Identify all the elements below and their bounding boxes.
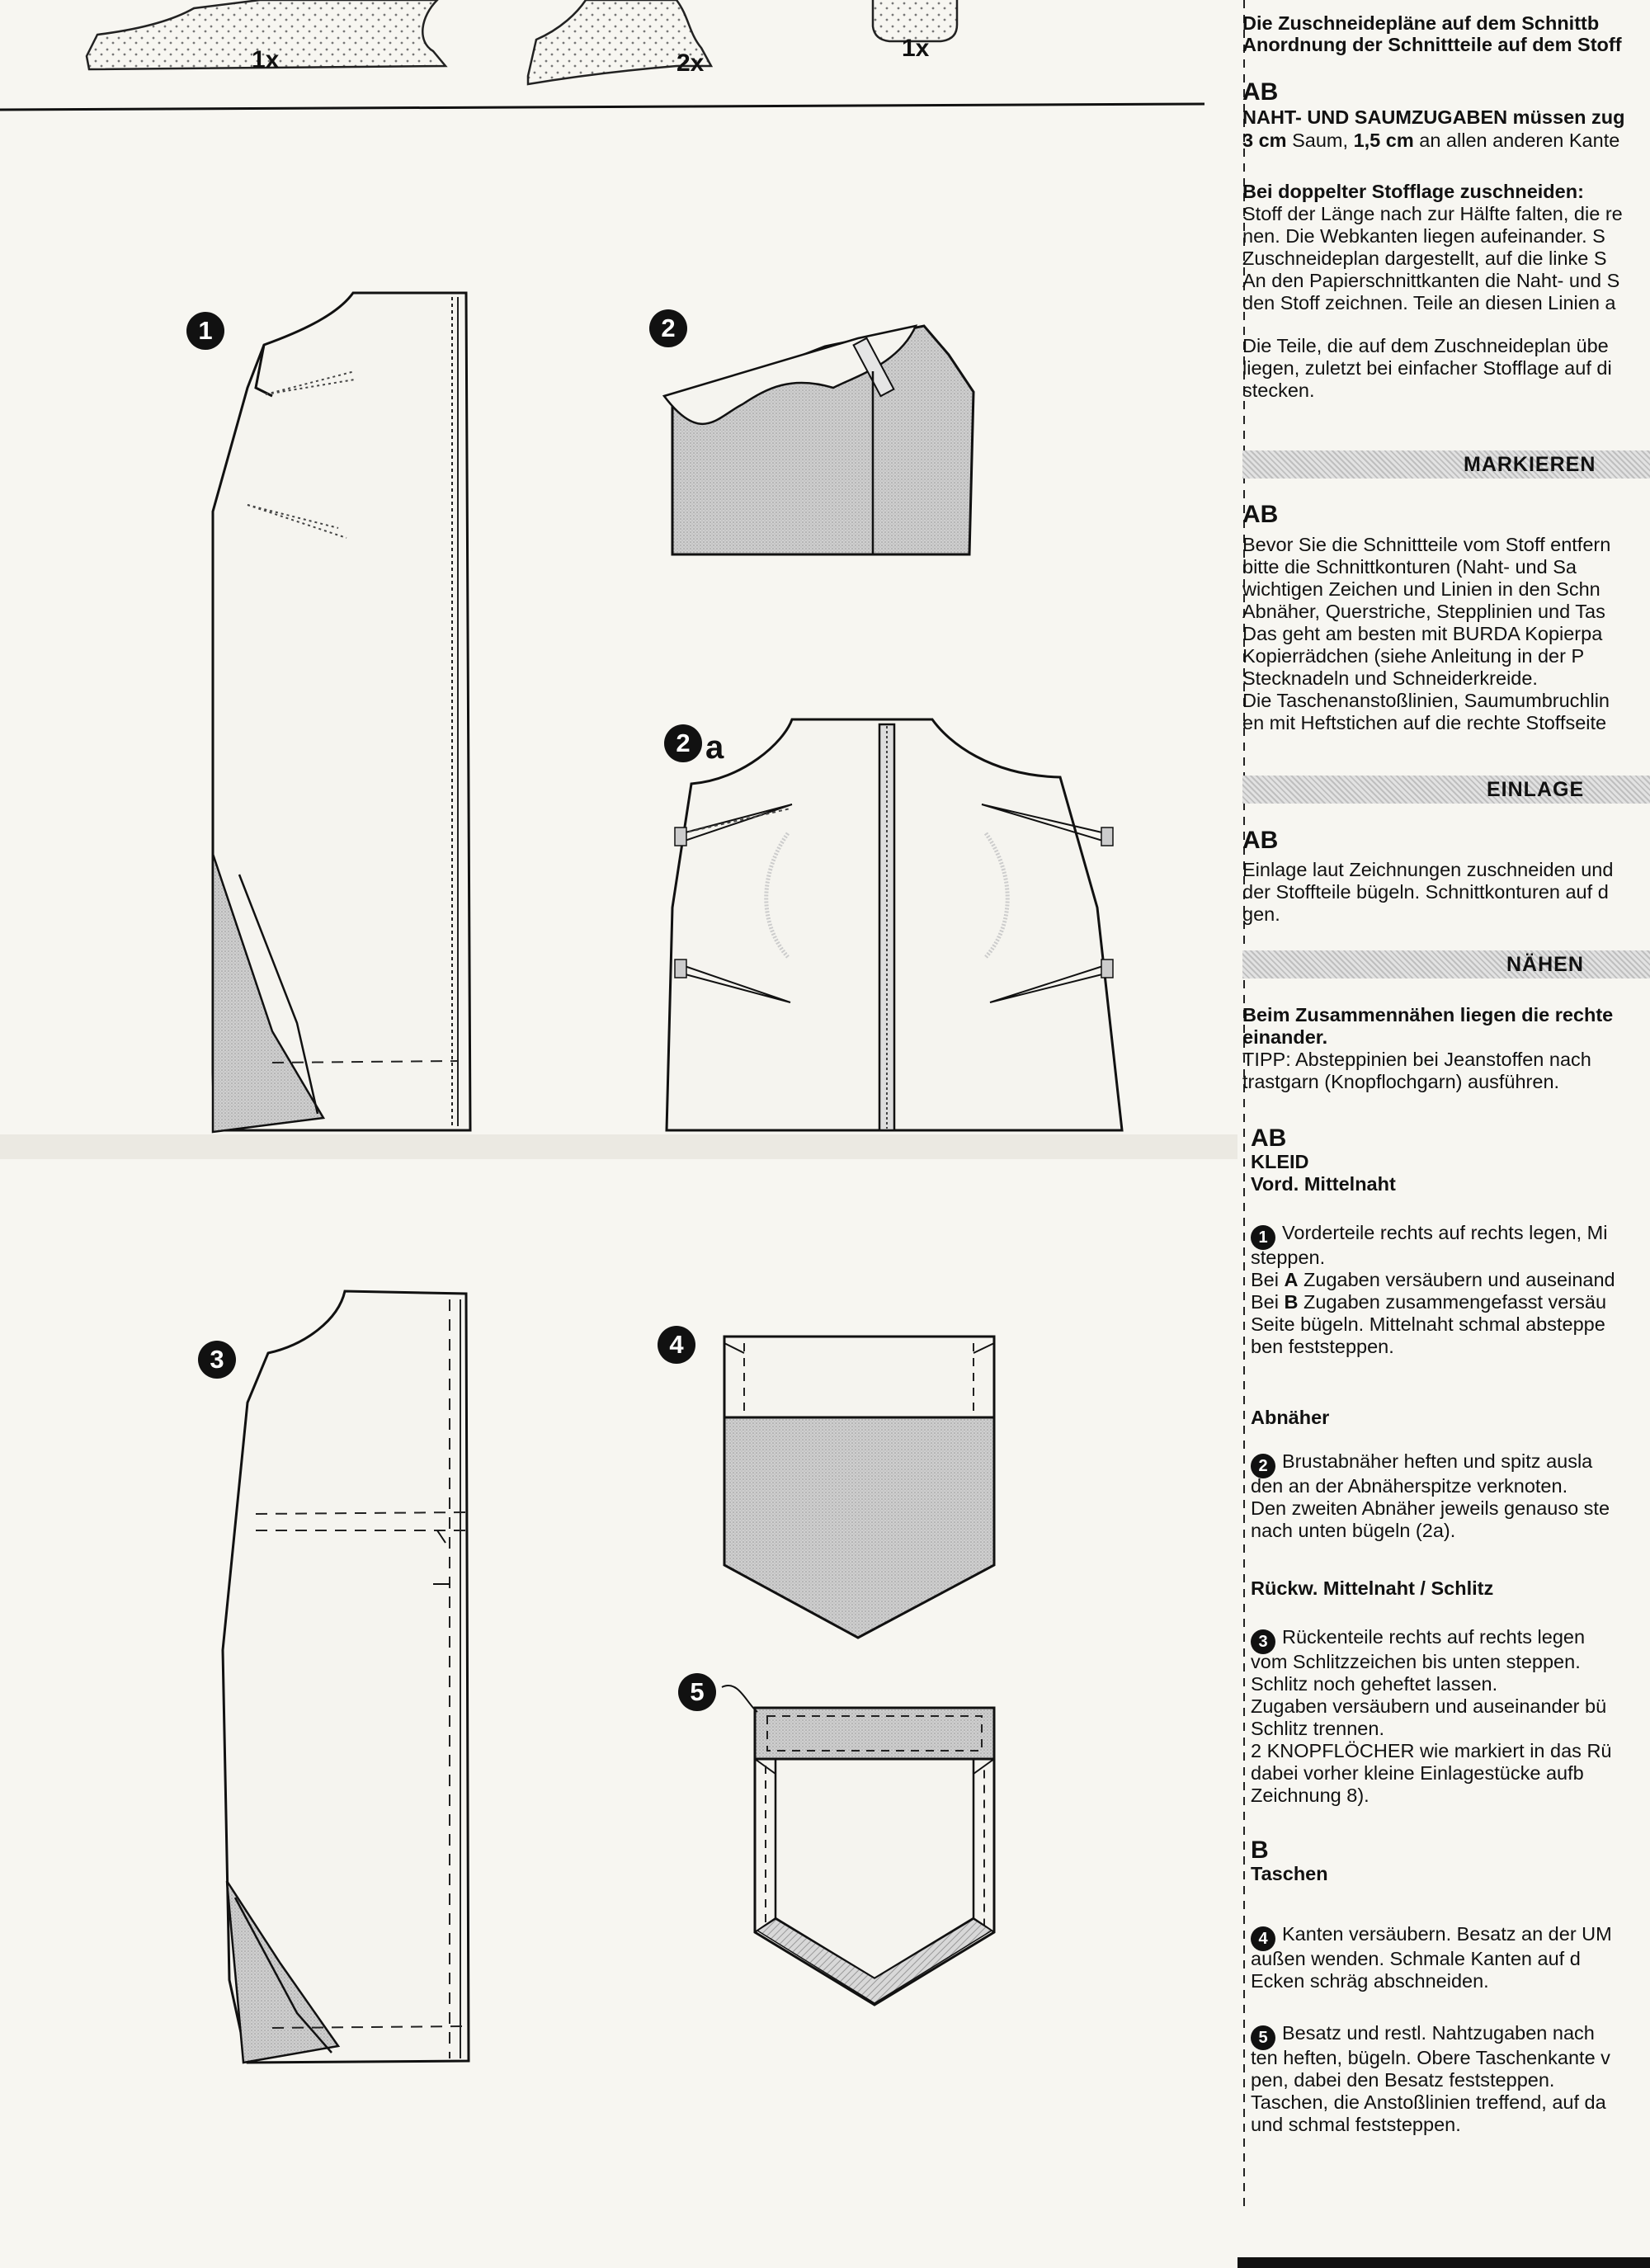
- doppelt-line-3: Zuschneideplan dargestellt, auf die linke S: [1242, 248, 1607, 269]
- kleid-heading: KLEID: [1251, 1151, 1309, 1172]
- figure-2a-back-darts: [667, 719, 1122, 1130]
- beim-line-1: Beim Zusammennähen liegen die rechte: [1242, 1004, 1614, 1026]
- mark-line-1: Bevor Sie die Schnittteile vom Stoff entfern: [1242, 534, 1611, 555]
- taschen-heading: Taschen: [1251, 1863, 1328, 1884]
- mark-line-6: Kopierrädchen (siehe Anleitung in der P: [1242, 645, 1585, 667]
- step5-line-1: 5 Besatz und restl. Nahtzugaben nach: [1251, 2021, 1650, 2050]
- figure-5-pocket: [722, 1686, 994, 2005]
- piece-count-2: 2x: [676, 50, 705, 77]
- step3-line-6: 2 KNOPFLÖCHER wie markiert in das Rü: [1251, 1740, 1612, 1761]
- step3-line-8: Zeichnung 8).: [1251, 1785, 1370, 1806]
- step2-line-3: Den zweiten Abnäher jeweils genauso ste: [1251, 1497, 1610, 1519]
- step4-badge: 4: [1251, 1926, 1275, 1951]
- teile-line-2: liegen, zuletzt bei einfacher Stofflage auf di: [1242, 357, 1612, 379]
- step3-line-4: Zugaben versäubern und auseinander bü: [1251, 1695, 1607, 1717]
- figure-number-2a: 2: [664, 724, 702, 762]
- mark-line-9: en mit Heftstichen auf die rechte Stoffseite: [1242, 712, 1607, 733]
- tipp-line-1: TIPP: Absteppinien bei Jeanstoffen nach: [1242, 1049, 1591, 1070]
- doppelt-line-5: den Stoff zeichnen. Teile an diesen Linien a: [1242, 292, 1616, 314]
- section-ab-4: AB: [1251, 1125, 1287, 1152]
- step1-line-5: Seite bügeln. Mittelnaht schmal absteppe: [1251, 1313, 1605, 1335]
- vord-heading: Vord. Mittelnaht: [1251, 1173, 1396, 1195]
- intro-line-1: Die Zuschneidepläne auf dem Schnittb: [1242, 12, 1600, 34]
- doppelt-title: Bei doppelter Stofflage zuschneiden:: [1242, 181, 1584, 202]
- step4-line-1: 4 Kanten versäubern. Besatz an der UM: [1251, 1922, 1650, 1951]
- doppelt-line-2: nen. Die Webkanten liegen aufeinander. S: [1242, 225, 1605, 247]
- step1-badge: 1: [1251, 1225, 1275, 1250]
- naht-line-2: 3 cm Saum, 1,5 cm an allen anderen Kante: [1242, 130, 1620, 151]
- instructions-column: [1242, 0, 1650, 2268]
- figure-number-3: 3: [198, 1341, 236, 1379]
- einlage-line-3: gen.: [1242, 903, 1280, 925]
- mark-line-8: Die Taschenanstoßlinien, Saumumbruchlin: [1242, 690, 1610, 711]
- step5-line-3: pen, dabei den Besatz feststeppen.: [1251, 2069, 1555, 2091]
- step2-line-4: nach unten bügeln (2a).: [1251, 1520, 1456, 1541]
- mark-line-5: Das geht am besten mit BURDA Kopierpa: [1242, 623, 1603, 644]
- tipp-line-2: trastgarn (Knopflochgarn) ausführen.: [1242, 1071, 1560, 1092]
- step3-line-7: dabei vorher kleine Einlagestücke aufb: [1251, 1762, 1584, 1784]
- step1-line-4: Bei B Zugaben zusammengefasst versäu: [1251, 1291, 1607, 1313]
- beim-line-2: einander.: [1242, 1026, 1328, 1048]
- piece-count-3: 1x: [902, 35, 930, 62]
- figure-2-bust-dart: [664, 326, 974, 554]
- step3-line-2: vom Schlitzzeichen bis unten steppen.: [1251, 1651, 1581, 1672]
- figure-3-back-piece: [223, 1291, 469, 2063]
- step2-badge: 2: [1251, 1454, 1275, 1478]
- piece-count-1: 1x: [252, 46, 280, 73]
- mark-line-7: Stecknadeln und Schneiderkreide.: [1242, 667, 1538, 689]
- mark-line-4: Abnäher, Querstriche, Stepplinien und Tas: [1242, 601, 1605, 622]
- bar-naehen: NÄHEN: [1242, 950, 1650, 978]
- teile-line-1: Die Teile, die auf dem Zuschneideplan übe: [1242, 335, 1609, 356]
- einlage-line-1: Einlage laut Zeichnungen zuschneiden und: [1242, 859, 1614, 880]
- rueck-heading: Rückw. Mittelnaht / Schlitz: [1251, 1577, 1494, 1599]
- naht-line-1: NAHT- UND SAUMZUGABEN müssen zug: [1242, 106, 1625, 128]
- section-ab-2: AB: [1242, 501, 1279, 528]
- doppelt-line-1: Stoff der Länge nach zur Hälfte falten, die re: [1242, 203, 1623, 224]
- figure-number-5: 5: [678, 1673, 716, 1711]
- section-ab-1: AB: [1242, 78, 1279, 106]
- section-ab-3: AB: [1242, 827, 1279, 854]
- einlage-line-2: der Stoffteile bügeln. Schnittkonturen auf d: [1242, 881, 1609, 903]
- step4-line-2: außen wenden. Schmale Kanten auf d: [1251, 1948, 1581, 1969]
- step3-line-1: 3 Rückenteile rechts auf rechts legen: [1251, 1625, 1650, 1654]
- step3-badge: 3: [1251, 1629, 1275, 1654]
- bar-markieren: MARKIEREN: [1242, 450, 1650, 479]
- mark-line-2: bitte die Schnittkonturen (Naht- und Sa: [1242, 556, 1577, 578]
- step5-badge: 5: [1251, 2025, 1275, 2050]
- figure-number-4: 4: [658, 1326, 695, 1364]
- step5-line-2: ten heften, bügeln. Obere Taschenkante v: [1251, 2047, 1610, 2068]
- step3-line-5: Schlitz trennen.: [1251, 1718, 1384, 1739]
- intro-line-2: Anordnung der Schnittteile auf dem Stoff: [1242, 34, 1622, 55]
- step1-line-6: ben feststeppen.: [1251, 1336, 1394, 1357]
- figure-number-1: 1: [186, 312, 224, 350]
- figure-number-2: 2: [649, 309, 687, 347]
- bar-einlage: EINLAGE: [1242, 776, 1650, 804]
- step4-line-3: Ecken schräg abschneiden.: [1251, 1970, 1489, 1992]
- teile-line-3: stecken.: [1242, 380, 1315, 401]
- abnaeher-heading: Abnäher: [1251, 1407, 1330, 1428]
- step1-line-2: steppen.: [1251, 1247, 1326, 1268]
- step2-line-2: den an der Abnäherspitze verknoten.: [1251, 1475, 1568, 1497]
- figure-1-front-piece: [213, 293, 470, 1132]
- page-edge: [1238, 2257, 1650, 2268]
- figure-4-pocket: [724, 1337, 994, 1638]
- step3-line-3: Schlitz noch geheftet lassen.: [1251, 1673, 1498, 1695]
- step5-line-5: und schmal feststeppen.: [1251, 2114, 1461, 2135]
- figure-letter-a: a: [705, 729, 724, 766]
- step1-line-1: 1 Vorderteile rechts auf rechts legen, Mi: [1251, 1221, 1650, 1250]
- section-b: B: [1251, 1837, 1269, 1864]
- doppelt-line-4: An den Papierschnittkanten die Naht- und S: [1242, 270, 1620, 291]
- mark-line-3: wichtigen Zeichen und Linien in den Schn: [1242, 578, 1600, 600]
- step5-line-4: Taschen, die Anstoßlinien treffend, auf da: [1251, 2091, 1606, 2113]
- section-rule: [0, 104, 1204, 110]
- step2-line-1: 2 Brustabnäher heften und spitz ausla: [1251, 1450, 1650, 1478]
- step1-line-3: Bei A Zugaben versäubern und auseinand: [1251, 1269, 1615, 1290]
